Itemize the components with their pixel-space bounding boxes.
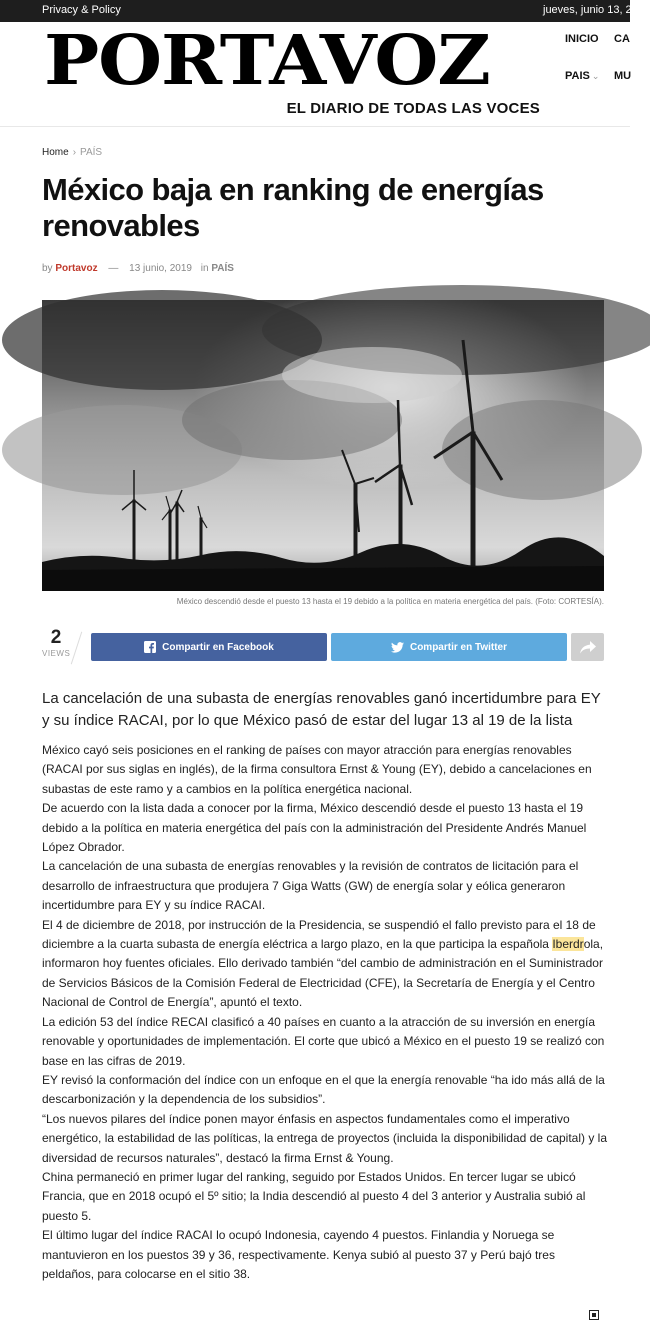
article-paragraph: “Los nuevos pilares del índice ponen mayor énfasis en aspectos fundamentales como el imperativo energético, la estabilidad de las políticas, la entrega de proyectos (incluida la disponibilidad de capital) y la diversidad de recursos naturales”, destacó la firma Ernst & Young. [42, 1111, 608, 1165]
author-link[interactable]: Portavoz [55, 263, 98, 274]
logo-wordmark: PORTAVOZ [44, 21, 490, 101]
wind-farm-photo [42, 300, 604, 591]
image-caption: México descendió desde el puesto 13 hasta el 19 debido a la política en materia energética del país. (Foto: CORTESÍA). [176, 597, 604, 606]
share-facebook-button[interactable] [91, 633, 327, 661]
twitter-icon [391, 642, 404, 653]
share-facebook-label: Compartir en Facebook [162, 641, 274, 653]
site-logo[interactable] [44, 21, 544, 120]
article-paragraph: La cancelación de una subasta de energías renovables y la revisión de contratos de licitación para el desarrollo de infraestructura que produjera 7 Giga Watts (GW) de energía solar y eólica generaron incertidumbre para EY y su índice RACAI. [42, 859, 579, 913]
hero-image [42, 300, 604, 591]
share-arrow-icon [580, 641, 596, 654]
meta-by: by [42, 263, 53, 274]
facebook-icon [144, 641, 156, 653]
category-link[interactable]: PAÍS [211, 263, 234, 274]
article-lead: La cancelación de una subasta de energías renovables ganó incertidumbre para EY y su índice RACAI, por lo que México pasó de estar del lugar 13 al 19 de la lista [42, 690, 601, 729]
logo-tagline: EL DIARIO DE TODAS LAS VOCES [286, 100, 540, 117]
views-divider [71, 632, 82, 665]
share-more-button[interactable] [571, 633, 604, 661]
article-title: México baja en ranking de energías renovables [42, 172, 544, 243]
article-paragraph: EY revisó la conformación del índice con un enfoque en el que la energía renovable “ha ido más allá de la descarbonización y la dependencia de los subsidios”. [42, 1072, 605, 1107]
article-paragraph: El último lugar del índice RACAI lo ocupó Indonesia, cayendo 4 puestos. Finlandia y Noruega se mantuvieron en los puestos 39 y 36, respectivamente. Kenya subió al puesto 37 y Perú bajó tres peldaños, para colocarse en el sitio 38. [42, 1228, 555, 1281]
article-paragraph: México cayó seis posiciones en el ranking de países con mayor atracción para energías renovables (RACAI por sus siglas en inglés), de la firma consultora Ernst & Young (EY), debido a cancelaciones en subastas de este ramo y a cambios en la política energética nacional. [42, 743, 592, 796]
nav-item-inicio[interactable]: INICIO [565, 33, 599, 45]
nav-item-pais[interactable] [565, 70, 599, 82]
breadcrumb-home[interactable]: Home [42, 147, 69, 158]
breadcrumb-separator-icon: › [72, 147, 77, 158]
views-label: VIEWS [42, 649, 71, 658]
header-divider [0, 126, 630, 127]
views-count: 2 [50, 627, 62, 648]
article-paragraph [42, 916, 607, 1013]
scroll-top-icon[interactable] [589, 1310, 599, 1320]
breadcrumb-current[interactable]: PAÍS [80, 147, 103, 158]
meta-dash: — [108, 263, 119, 274]
breadcrumb [42, 147, 102, 158]
privacy-policy-link[interactable]: Privacy & Policy [42, 4, 121, 16]
article-paragraph: De acuerdo con la lista dada a conocer por la firma, México descendió desde el puesto 13 hasta el 19 debido a la política en materia energética del país con la administración del Presidente Andrés Manuel López Obrador. [42, 801, 587, 855]
paragraph-text: ola, informaron hoy fuentes oficiales. Ello derivado también “del cambio de administración en el Suministrador de Servicios Básicos de la Comisión Federal de Electricidad (CFE), la Secretaría de Energía y el Centro Nacional de Control de Energía”, apuntó el texto. [42, 937, 604, 1010]
article-paragraph: China permaneció en primer lugar del ranking, seguido por Estados Unidos. En tercer lugar se ubicó Francia, que en 2018 ocupó el 5º sitio; la India descendió al puesto 4 del 3 anterior y Australia subió al puesto 5. [42, 1169, 586, 1223]
article-meta [42, 263, 234, 274]
highlighted-term: Iberdr [552, 937, 584, 952]
publish-date: 13 junio, 2019 [129, 263, 192, 274]
share-bar [42, 627, 604, 663]
paragraph-text: El 4 de diciembre de 2018, por instrucción de la Presidencia, se suspendió el fallo previsto para el 18 de diciembre a la cuarta subasta de energía eléctrica a largo plazo, en la que participa la española [42, 917, 596, 952]
chevron-down-icon: ⌄ [591, 71, 600, 81]
nav-item-pais-label: PAIS [565, 70, 590, 82]
article-paragraph: La edición 53 del índice RECAI clasificó a 40 países en cuanto a la atracción de su inversión en energía renovable y oportunidades de implementación. El corte que ubicó a México en el puesto 19 se realizó con base en las cifras de 2019. [42, 1014, 605, 1068]
current-date: jueves, junio 13, 2019 [543, 4, 650, 16]
views-counter [42, 627, 70, 658]
share-twitter-label: Compartir en Twitter [409, 641, 508, 653]
nav-item-mu[interactable]: MU [614, 70, 632, 82]
article-body [42, 741, 607, 1284]
share-twitter-button[interactable] [331, 633, 567, 661]
nav-item-ca[interactable]: CA [614, 33, 630, 45]
meta-in: in [200, 263, 209, 274]
